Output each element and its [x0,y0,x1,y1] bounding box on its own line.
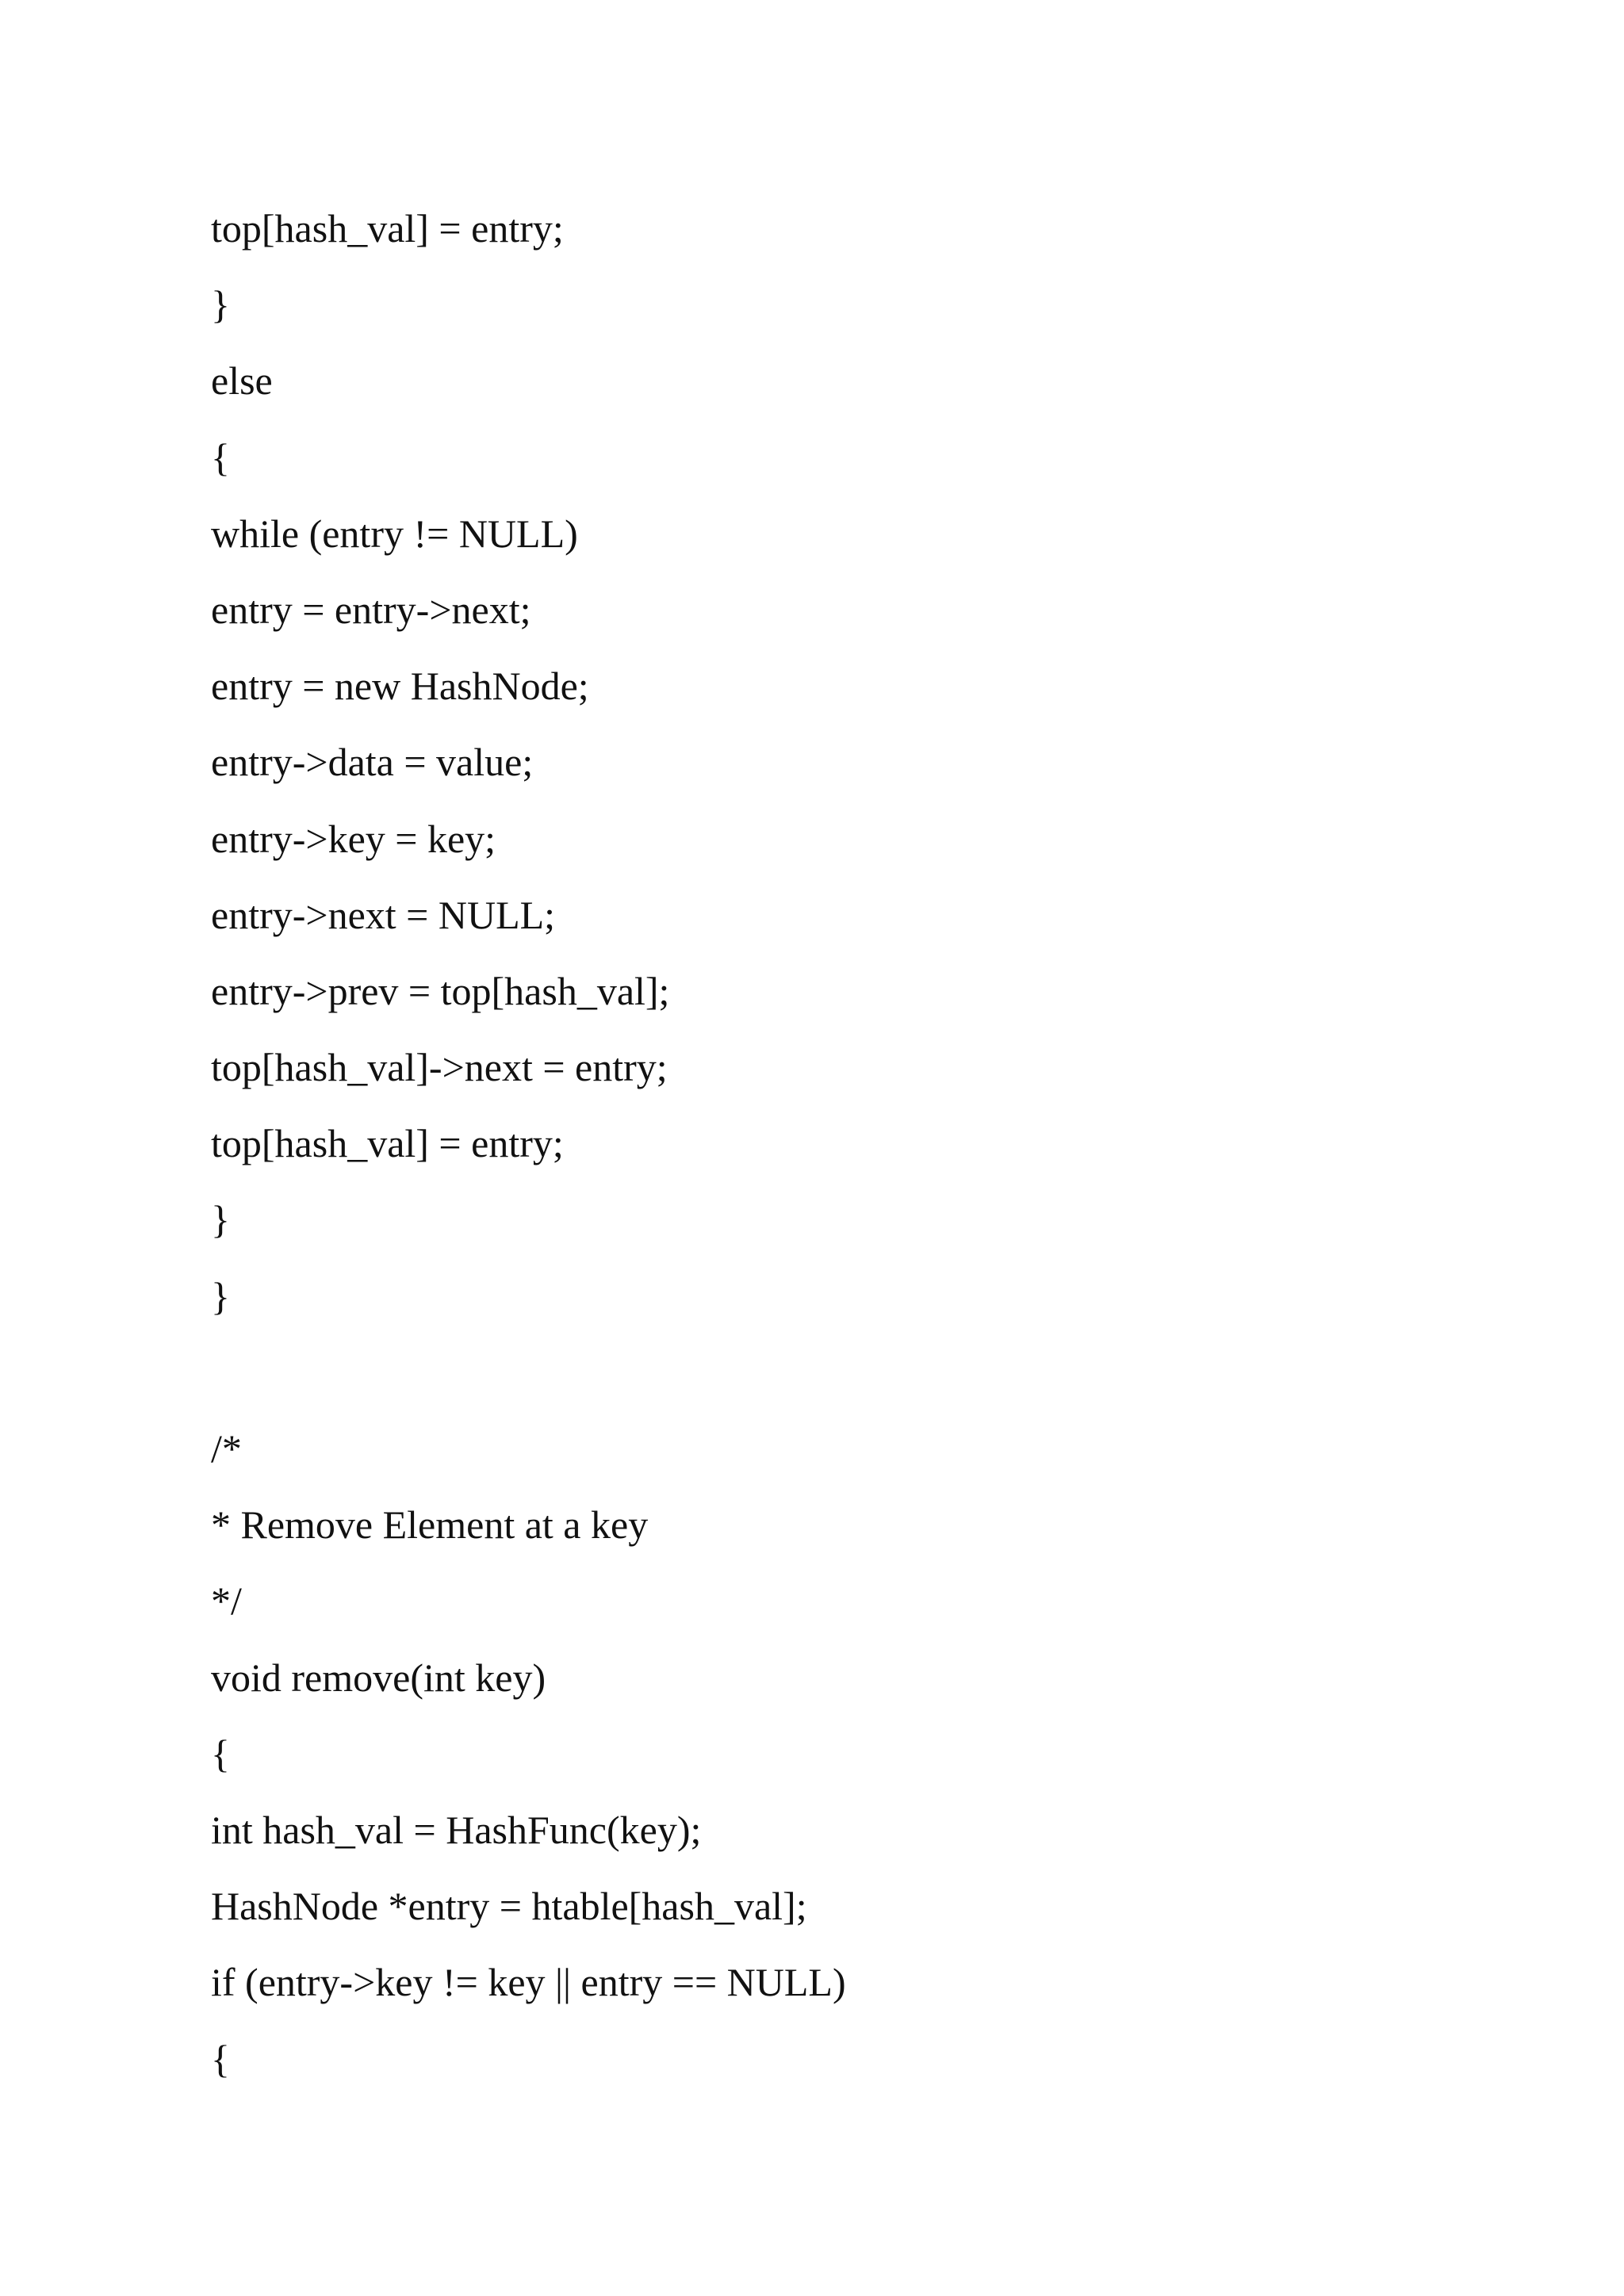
code-line-23: HashNode *entry = htable[hash_val]; [211,1884,807,1929]
code-line-17: /* [211,1426,242,1471]
code-line-5: while (entry != NULL) [211,511,578,556]
code-line-25: { [211,2036,230,2081]
code-line-19: */ [211,1578,242,1624]
code-line-9: entry->key = key; [211,816,496,861]
code-line-10: entry->next = NULL; [211,892,556,937]
code-line-1: top[hash_val] = entry; [211,206,564,251]
code-line-6: entry = entry->next; [211,587,531,632]
code-line-2: } [211,282,230,327]
code-line-11: entry->prev = top[hash_val]; [211,968,670,1013]
code-line-18: * Remove Element at a key [211,1502,649,1548]
code-line-14: } [211,1197,230,1242]
code-line-12: top[hash_val]->next = entry; [211,1045,668,1090]
blank-line [211,1334,1480,1410]
code-line-3: else [211,358,273,404]
code-line-22: int hash_val = HashFunc(key); [211,1807,702,1852]
code-line-8: entry->data = value; [211,740,534,785]
code-line-24: if (entry->key != key || entry == NULL) [211,1960,846,2005]
code-line-21: { [211,1731,230,1776]
code-line-13: top[hash_val] = entry; [211,1121,564,1166]
code-line-4: { [211,434,230,480]
code-line-7: entry = new HashNode; [211,664,589,709]
code-line-20: void remove(int key) [211,1655,546,1700]
code-line-15: } [211,1273,230,1318]
code-listing [211,190,1480,2097]
